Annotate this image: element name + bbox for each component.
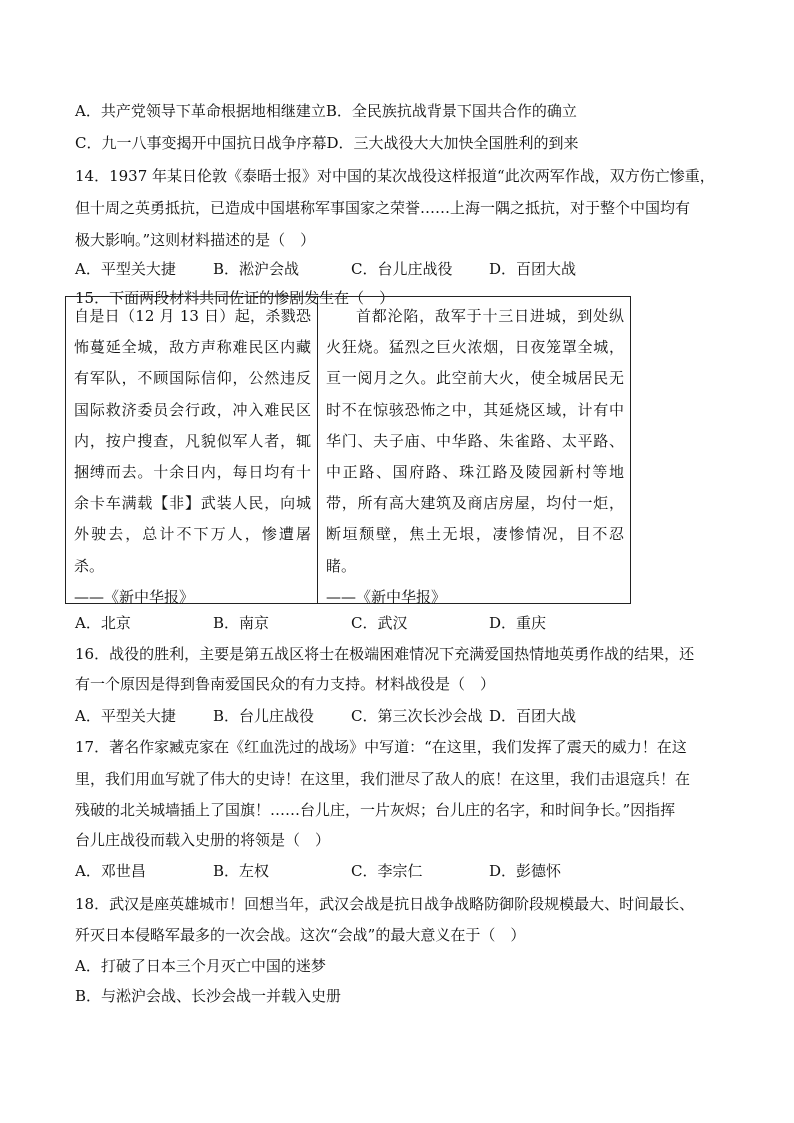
q15-option-a: A．北京 <box>75 614 131 632</box>
q17-stem-line-4: 台儿庄战役而载入史册的将领是（ ） <box>75 831 331 849</box>
q15-material-right-text: 首都沦陷，敌军于十三日进城，到处纵火狂烧。猛烈之巨火浓烟，日夜笼罩全城，亘一阅月之久。此空前大火，使全城居民无时不在惊骇恐怖之中，其延烧区域，计有中华门、夫子庙、中华路、朱雀路、太平路、中正路、国府路、珠江路及陵园新村等地带，所有高大建筑及商店房屋，均付一炬，断垣颓壁，焦土无垠，凄惨情况，目不忍睹。 <box>326 307 624 575</box>
q18-stem-line-2: 歼灭日本侵略军最多的一次会战。这次“会战”的最大意义在于（ ） <box>75 926 526 944</box>
q15-option-b: B．南京 <box>213 614 270 632</box>
q15-material-left <box>66 297 318 606</box>
prev-option-c: C．九一八事变揭开中国抗日战争序幕 <box>75 134 327 152</box>
q17-option-b: B．左权 <box>213 862 270 880</box>
q15-stem: 15．下面两段材料共同佐证的惨剧发生在（ ） <box>75 289 395 307</box>
prev-option-a: A．共产党领导下革命根据地相继建立 <box>75 102 326 120</box>
q17-stem-line-3: 残破的北关城墙插上了国旗！……台儿庄，一片灰烬；台儿庄的名字，和时间争长。”因指挥 <box>75 801 676 819</box>
prev-option-d: D．三大战役大大加快全国胜利的到来 <box>326 134 579 152</box>
q14-stem-line-1: 14．1937 年某日伦敦《泰晤士报》对中国的某次战役这样报道“此次两军作战，双方伤亡惨重， <box>75 167 715 185</box>
q16-option-a: A．平型关大捷 <box>75 707 176 725</box>
q14-option-a: A．平型关大捷 <box>75 260 176 278</box>
q15-material-right-source: ——《新中华报》 <box>326 587 447 606</box>
q16-option-b: B．台儿庄战役 <box>213 707 315 725</box>
q16-option-d: D．百团大战 <box>489 707 577 725</box>
q14-stem-line-2: 但十周之英勇抵抗，已造成中国堪称军事国家之荣誉……上海一隅之抵抗，对于整个中国均有 <box>75 199 691 217</box>
q17-options <box>75 860 754 882</box>
q14-options <box>75 258 754 280</box>
q17-option-a: A．邓世昌 <box>75 862 146 880</box>
q18-option-b: B．与淞沪会战、长沙会战一并载入史册 <box>75 987 342 1005</box>
prev-options-row-1 <box>75 100 754 122</box>
q17-option-c: C．李宗仁 <box>351 862 423 880</box>
q15-option-d: D．重庆 <box>489 614 547 632</box>
q16-stem-line-1: 16．战役的胜利，主要是第五战区将士在极端困难情况下充满爱国热情地英勇作战的结果，还 <box>75 645 695 663</box>
q14-option-d: D．百团大战 <box>489 260 577 278</box>
prev-options-row-2 <box>75 132 754 154</box>
q18-option-a: A．打破了日本三个月灭亡中国的迷梦 <box>75 957 326 975</box>
q17-stem-line-2: 里，我们用血写就了伟大的史诗！在这里，我们泄尽了敌人的底！在这里，我们击退寇兵！在 <box>75 770 691 788</box>
q17-stem-line-1: 17．著名作家臧克家在《红血洗过的战场》中写道：“在这里，我们发挥了震天的威力！在这 <box>75 738 687 756</box>
q17-option-d: D．彭德怀 <box>489 862 562 880</box>
q15-option-c: C．武汉 <box>351 614 408 632</box>
q15-options <box>75 612 754 634</box>
q14-stem-line-3: 极大影响。”这则材料描述的是（ ） <box>75 231 316 249</box>
q15-material-left-text: 自是日（12 月 13 日）起，杀戮恐怖蔓延全城，敌方声称难民区内藏有军队，不顾国际信仰，公然违反国际救济委员会行政，冲入难民区内，按户搜查，凡貌似军人者，辄捆缚而去。十余日内，每日均有十余卡车满载【非】武装人民，向城外驶去，总计不下万人，惨遭屠杀。 <box>74 307 311 575</box>
q16-stem-line-2: 有一个原因是得到鲁南爱国民众的有力支持。材料战役是（ ） <box>75 675 496 693</box>
q18-stem-line-1: 18．武汉是座英雄城市！回想当年，武汉会战是抗日战争战略防御阶段规模最大、时间最长、 <box>75 895 695 913</box>
q14-option-c: C．台儿庄战役 <box>351 260 453 278</box>
q15-material-right <box>318 297 630 606</box>
q15-material-table <box>65 296 631 604</box>
prev-option-b: B．全民族抗战背景下国共合作的确立 <box>325 102 577 120</box>
q16-options <box>75 705 754 727</box>
q15-material-left-source: ——《新中华报》 <box>74 587 195 606</box>
q14-option-b: B．淞沪会战 <box>213 260 300 278</box>
q16-option-c: C．第三次长沙会战 <box>351 707 483 725</box>
